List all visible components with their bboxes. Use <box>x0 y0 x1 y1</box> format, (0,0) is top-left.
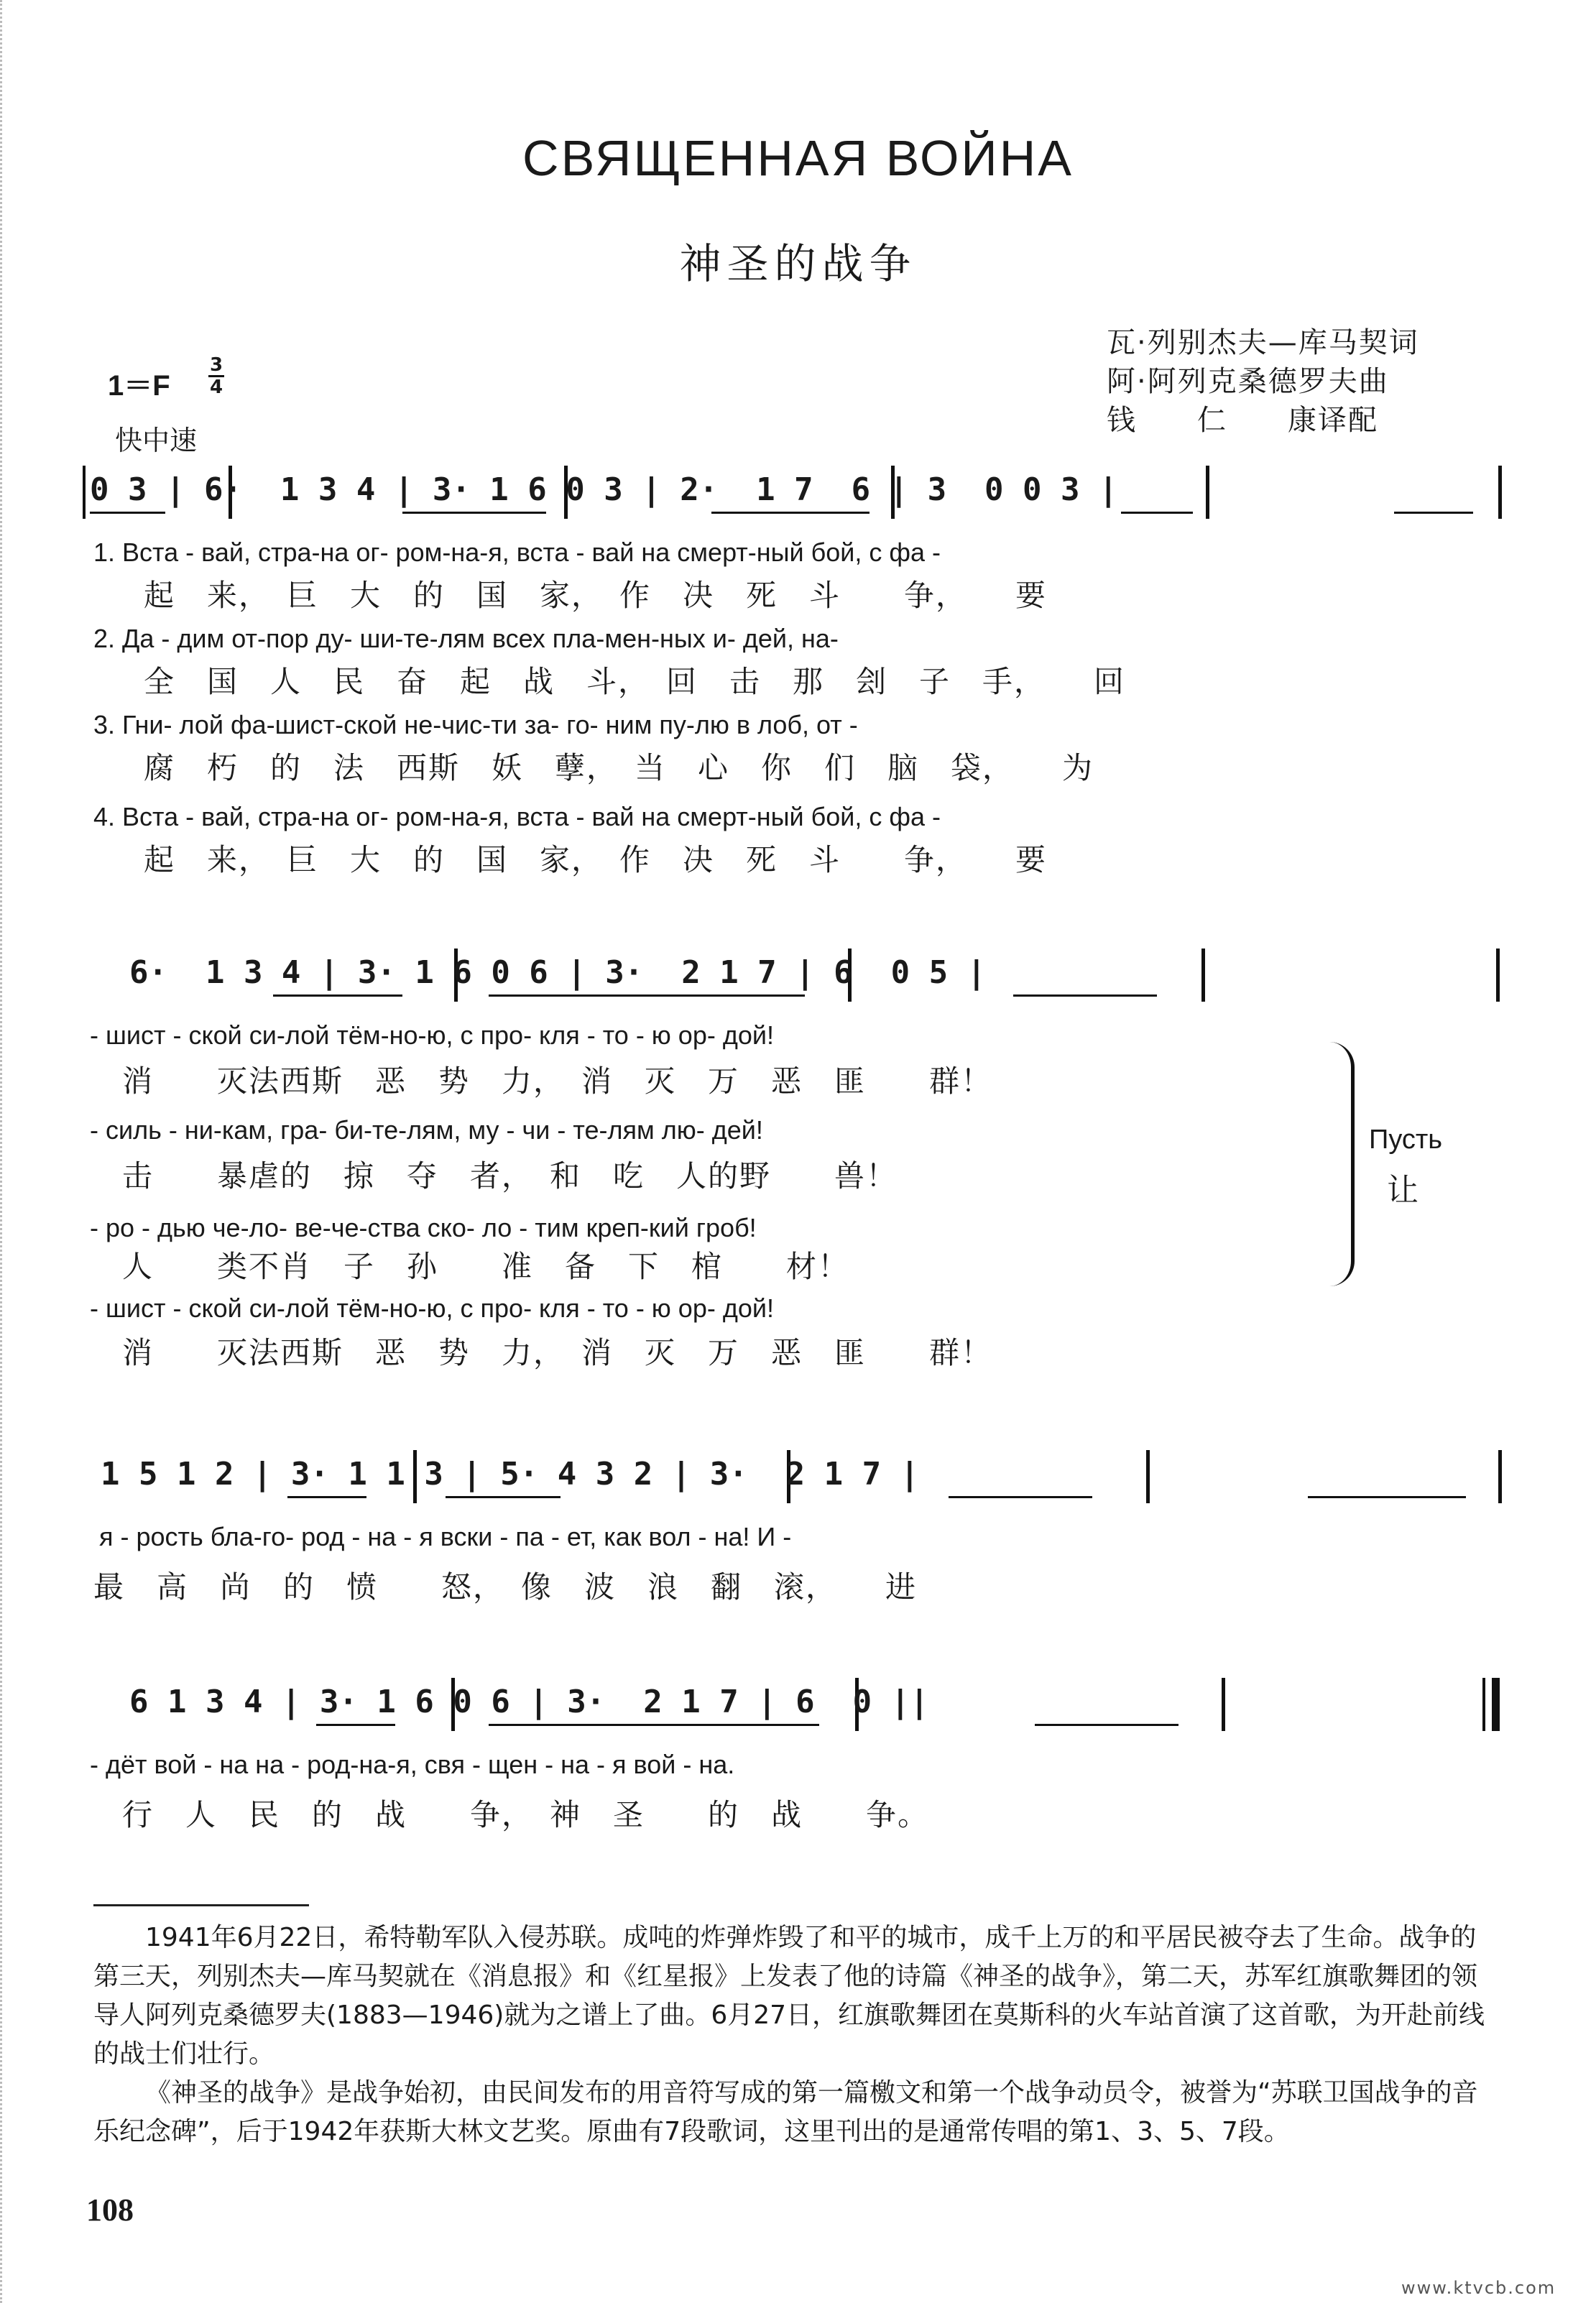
lyric-line-cn: 起 来， 巨 大 的 国 家， 作 决 死 斗 争， 要 <box>144 842 1048 877</box>
lyric-line-ru: - силь - ни-кам, гра- би-те-лям, му - чи - те-лям лю- дей! <box>90 1115 763 1145</box>
notes-row <box>0 1450 1596 1500</box>
binding-dots <box>0 0 6 2303</box>
meter-bottom: 4 <box>209 377 223 398</box>
beam <box>949 1496 1092 1498</box>
numbered-notation: 6· 1 3 4 | 3· 1 6 0 6 | 3· 2 1 7 | 6 0 5 | <box>129 954 987 991</box>
barline <box>1498 1450 1502 1503</box>
lyric-line-cn: 行 人 民 的 战 争， 神 圣 的 战 争。 <box>122 1797 930 1832</box>
barline <box>1498 466 1502 519</box>
footnote-rule <box>93 1904 309 1906</box>
key-signature: 1＝F <box>108 370 170 402</box>
lyric-line-ru: я - рость бла-го- род - на - я вски - па - ет, как вол - на! И - <box>99 1522 792 1551</box>
lyric-line-cn: 起 来， 巨 大 的 国 家， 作 决 死 斗 争， 要 <box>144 578 1048 613</box>
lyric-line-ru: 3. Гни- лой фа-шист-ской не-чис-ти за- го- ним пу-лю в лоб, от - <box>93 710 858 739</box>
refrain-word-cn: 让 <box>1387 1172 1419 1209</box>
notes-row <box>0 466 1596 516</box>
barline <box>83 466 86 519</box>
notes-row <box>0 1678 1596 1728</box>
lyric-line-ru: 2. Да - дим от-пор ду- ши-те-лям всех пла-мен-ных и- дей, на- <box>93 624 839 653</box>
barline <box>1201 949 1205 1002</box>
barline <box>1222 1678 1225 1731</box>
beam <box>402 512 546 514</box>
lyric-line-cn: 消 灭法西斯 恶 势 力， 消 灭 万 恶 匪 群！ <box>122 1063 993 1099</box>
notes-row <box>0 949 1596 999</box>
final-barline-thick <box>1492 1678 1500 1731</box>
tempo-marking: 快中速 <box>115 425 198 456</box>
refrain-word-ru: Пусть <box>1369 1125 1443 1155</box>
numbered-notation: 0 3 | 6· 1 3 4 | 3· 1 6 0 3 | 2· 1 7 6 | 3 0 0 3 | <box>90 471 1118 508</box>
lyric-line-ru: 1. Вста - вай, стра-на ог- ром-на-я, вста - вай на смерт-ный бой, с фа - <box>93 537 941 567</box>
page-number: 108 <box>86 2192 134 2228</box>
lyric-line-cn: 人 类不肖 子 孙 准 备 下 棺 材！ <box>122 1249 850 1284</box>
beam <box>446 1496 561 1498</box>
lyric-line-cn: 消 灭法西斯 恶 势 力， 消 灭 万 恶 匪 群！ <box>122 1335 993 1370</box>
barline <box>1496 949 1500 1002</box>
time-signature <box>208 355 224 397</box>
credit-composer: 阿·阿列克桑德罗夫曲 <box>1107 365 1389 398</box>
beam <box>489 1724 819 1726</box>
lyric-line-ru: - ро - дью че-ло- ве-че-ства ско- ло - тим креп-кий гроб! <box>90 1213 757 1242</box>
beam <box>316 1724 395 1726</box>
credit-translator: 钱 仁 康译配 <box>1107 404 1378 437</box>
beam <box>1394 512 1473 514</box>
beam <box>711 512 870 514</box>
lyric-line-cn: 击 暴虐的 掠 夺 者， 和 吃 人的野 兽！ <box>122 1158 898 1194</box>
beam <box>90 512 165 514</box>
credits <box>1107 323 1419 440</box>
title-russian: СВЯЩЕННАЯ ВОЙНА <box>522 130 1074 186</box>
lyric-line-ru: 4. Вста - вай, стра-на ог- ром-на-я, вста - вай на смерт-ный бой, с фа - <box>93 802 941 831</box>
beam <box>273 994 402 997</box>
footnote <box>93 1919 1502 2151</box>
beam <box>287 1496 366 1498</box>
title-chinese: 神圣的战争 <box>679 239 917 288</box>
refrain-brace <box>1329 1042 1355 1286</box>
lyric-line-ru: - шист - ской си-лой тём-но-ю, с про- кля - то - ю ор- дой! <box>90 1293 774 1323</box>
final-barline-thin <box>1482 1678 1485 1731</box>
beam <box>1035 1724 1178 1726</box>
lyric-line-cn: 全 国 人 民 奋 起 战 斗， 回 击 那 刽 子 手， 回 <box>144 664 1126 699</box>
beam <box>489 994 805 997</box>
beam <box>1308 1496 1466 1498</box>
barline <box>1146 1450 1150 1503</box>
credit-lyricist: 瓦·列别杰夫—库马契词 <box>1107 326 1419 359</box>
lyric-line-cn: 腐 朽 的 法 西斯 妖 孽， 当 心 你 们 脑 袋， 为 <box>144 750 1094 785</box>
footnote-paragraph: 1941年6月22日，希特勒军队入侵苏联。成吨的炸弹炸毁了和平的城市，成千上万的和平居民被夺去了生命。战争的第三天，列别杰夫—库马契就在《消息报》和《红星报》上发表了他的诗篇《神圣的战争》，第二天，苏军红旗歌舞团的领导人阿列克桑德罗夫(1883—1946)就为之谱上了曲。6月27日，红旗歌舞团在莫斯科的火车站首演了这首歌，为开赴前线的战士们壮行。 <box>93 1923 1485 2069</box>
numbered-notation: 6 1 3 4 | 3· 1 6 0 6 | 3· 2 1 7 | 6 0 || <box>129 1684 929 1720</box>
numbered-notation: 1 5 1 2 | 3· 1 1 3 | 5· 4 3 2 | 3· 2 1 7 | <box>101 1456 920 1492</box>
meter-top: 3 <box>209 354 223 376</box>
barline <box>1206 466 1209 519</box>
beam <box>1121 512 1193 514</box>
lyric-line-ru: - шист - ской си-лой тём-но-ю, с про- кля - то - ю ор- дой! <box>90 1020 774 1050</box>
lyric-line-cn: 最 高 尚 的 愤 怒， 像 波 浪 翻 滚， 进 <box>93 1569 918 1605</box>
watermark: www.ktvcb.com <box>1401 2278 1556 2298</box>
lyric-line-ru: - дёт вой - на на - род-на-я, свя - щен - на - я вой - на. <box>90 1750 735 1779</box>
beam <box>1013 994 1157 997</box>
footnote-paragraph: 《神圣的战争》是战争始初，由民间发布的用音符写成的第一篇檄文和第一个战争动员令，被誉为“苏联卫国战争的音乐纪念碑”，后于1942年获斯大林文艺奖。原曲有7段歌词，这里刊出的是通常传唱的第1、3、5、7段。 <box>93 2078 1478 2146</box>
